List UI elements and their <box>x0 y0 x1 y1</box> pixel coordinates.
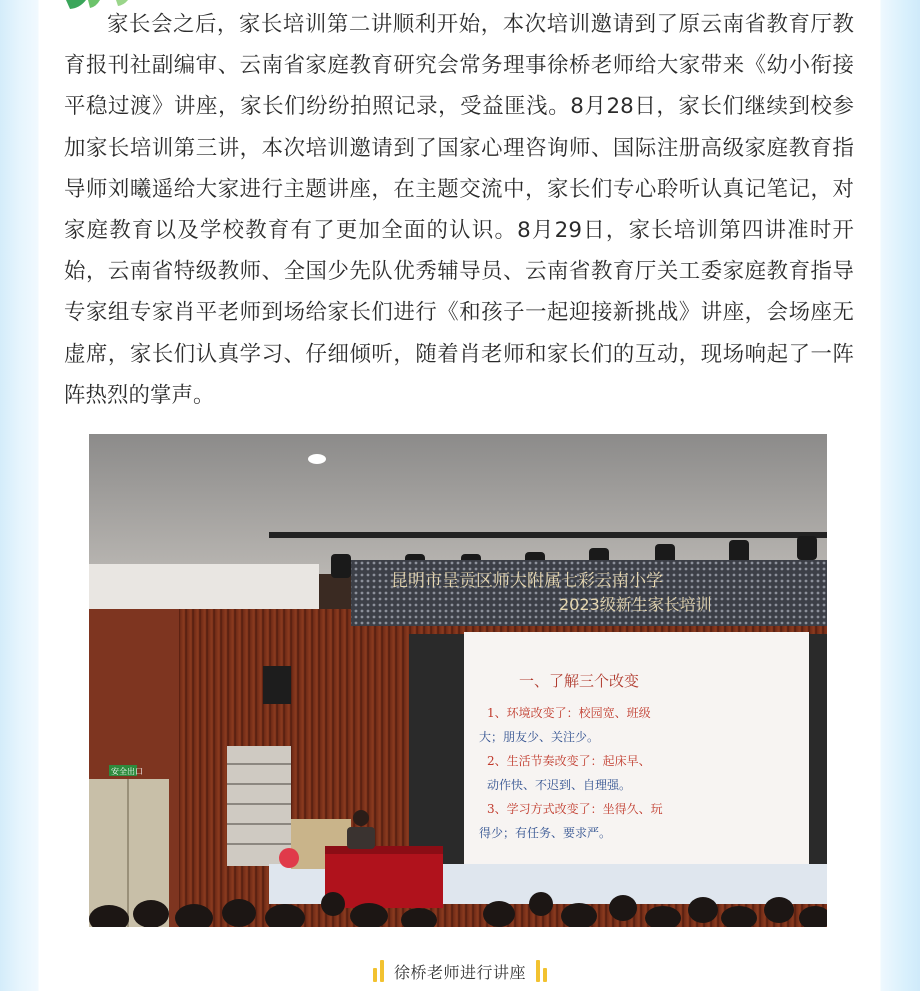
slide-line3-text: 2、生活节奏改变了：起床早、 <box>487 754 651 768</box>
banner-line1-text: 昆明市呈贡区师大附属七彩云南小学 <box>391 571 663 591</box>
exit-sign-text: 安全出口 <box>111 767 143 776</box>
photo-caption <box>0 955 920 987</box>
banner-line2-text: 2023级新生家长培训 <box>559 595 712 614</box>
slide-line6-text: 得少；有任务、要求严。 <box>479 826 612 840</box>
caption-text: 徐桥老师进行讲座 <box>393 962 526 982</box>
lecture-photo <box>89 434 827 927</box>
article-paragraph: 家长会之后，家长培训第二讲顺利开始，本次培训邀请到了原云南省教育厅教育报刊社副编审、云南省家庭教育研究会常务理事徐桥老师给大家带来《幼小衔接 平稳过渡》讲座，家长们纷纷拍照记录，受益匪浅。8月28日，家长们继续到校参加家长培训第三讲，本次培训邀请到了国家心理咨询师、国际注册高级家庭教育指导师刘曦遥给大家进行主题讲座，在主题交流中，家长们专心聆听认真记笔记，对家庭教育以及学校教育有了更加全面的认识。8月29日，家长培训第四讲准时开始，云南省特级教师、全国少先队优秀辅导员、云南省教育厅关工委家庭教育指导专家组专家肖平老师到场给家长们进行《和孩子一起迎接新挑战》讲座，会场座无虚席，家长们认真学习、仔细倾听，随着肖老师和家长们的互动，现场响起了一阵阵热烈的掌声。 <box>64 12 854 408</box>
slide-line5-text: 3、学习方式改变了：坐得久、玩 <box>487 802 663 816</box>
slide-title-text: 一、了解三个改变 <box>519 672 640 690</box>
slide-line4-text: 动作快、不迟到、自理强。 <box>487 778 632 792</box>
slide-line1-text: 1、环境改变了：校园宽、班级 <box>487 706 651 720</box>
caption-left-bars-icon <box>373 960 384 982</box>
caption-right-bars-icon <box>536 960 547 982</box>
slide-line2-text: 大；朋友少、关注少。 <box>479 730 600 744</box>
